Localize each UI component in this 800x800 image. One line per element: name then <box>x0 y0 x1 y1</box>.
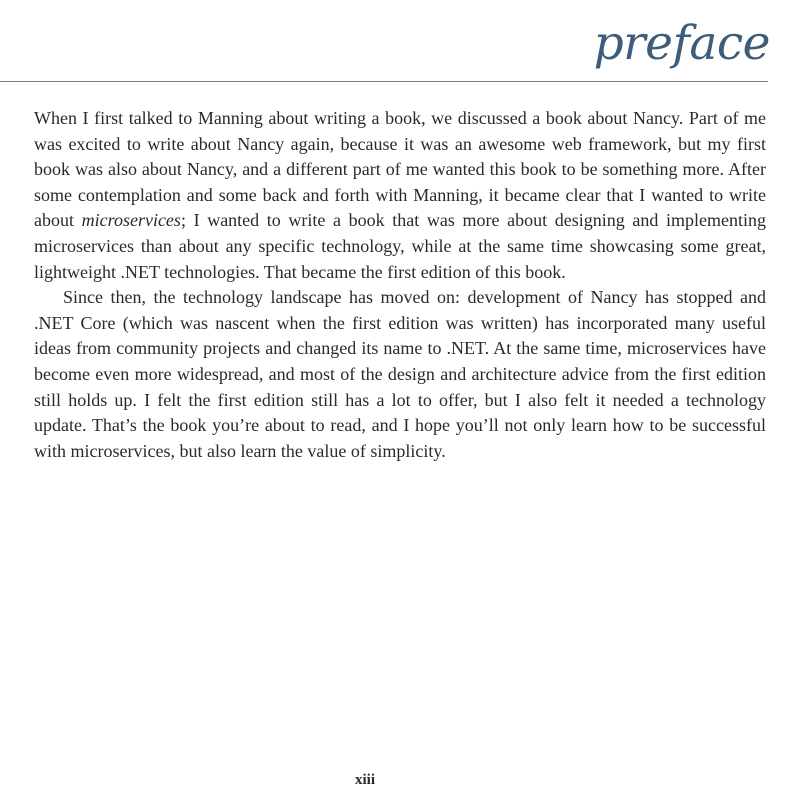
paragraph-2: Since then, the technology landscape has moved on: development of Nancy has stopped and .NET Core (which was nascent when the first edition was written) has incorporated many useful ideas from community projects and changed its name to .NET. At the same time, microservices have become even more widespread, and most of the design and architecture advice from the first edition still holds up. I felt the first edition still has a lot to offer, but I also felt it needed a technology update. That’s the book you’re about to read, and I hope you’ll not only learn how to be successful with microservices, but also learn the value of simplicity. <box>34 287 766 461</box>
paragraph-1 <box>34 106 766 285</box>
title-rule <box>0 81 768 82</box>
chapter-title: preface <box>593 16 770 71</box>
body-text <box>34 106 766 464</box>
paragraph-1-emphasis: microservices <box>81 210 181 231</box>
page-number: xiii <box>354 772 375 788</box>
paragraph-1-text-start: When I first talked to Manning about writing a book, we discussed a book about Nancy. Part of me was excited to write about Nancy again, because it was an awesome web framework, but my first book was also about Nancy, and a different part of me wanted this book to be something more. After some contemplation and some back and forth with Manning, it became clear that I wanted to write about <box>34 108 766 231</box>
paragraph-1-text-end: ; I wanted to write a book that was more about designing and implementing microservices than about any specific technology, while at the same time showcasing some great, lightweight .NET technologies. That became the first edition of this book. <box>34 210 766 282</box>
